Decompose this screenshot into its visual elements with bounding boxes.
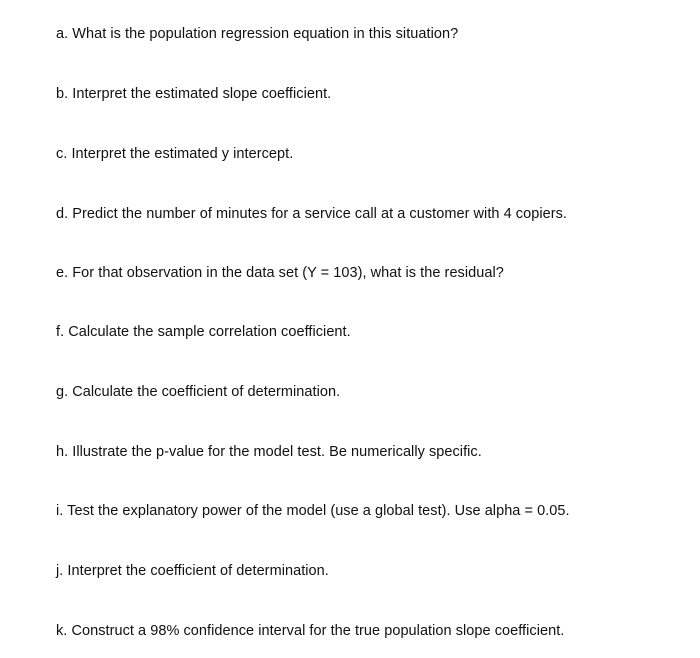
question-g: g. Calculate the coefficient of determination. <box>56 384 341 400</box>
question-a: a. What is the population regression equation in this situation? <box>56 26 459 42</box>
question-f: f. Calculate the sample correlation coefficient. <box>56 324 351 340</box>
question-h: h. Illustrate the p-value for the model test. Be numerically specific. <box>56 444 482 460</box>
question-d: d. Predict the number of minutes for a service call at a customer with 4 copiers. <box>56 206 567 222</box>
question-e: e. For that observation in the data set (Y = 103), what is the residual? <box>56 265 504 281</box>
question-i: i. Test the explanatory power of the model (use a global test). Use alpha = 0.05. <box>56 503 570 519</box>
question-c: c. Interpret the estimated y intercept. <box>56 146 294 162</box>
question-b: b. Interpret the estimated slope coefficient. <box>56 86 332 102</box>
question-j: j. Interpret the coefficient of determination. <box>56 563 329 579</box>
question-k: k. Construct a 98% confidence interval for the true population slope coefficient. <box>56 623 565 639</box>
